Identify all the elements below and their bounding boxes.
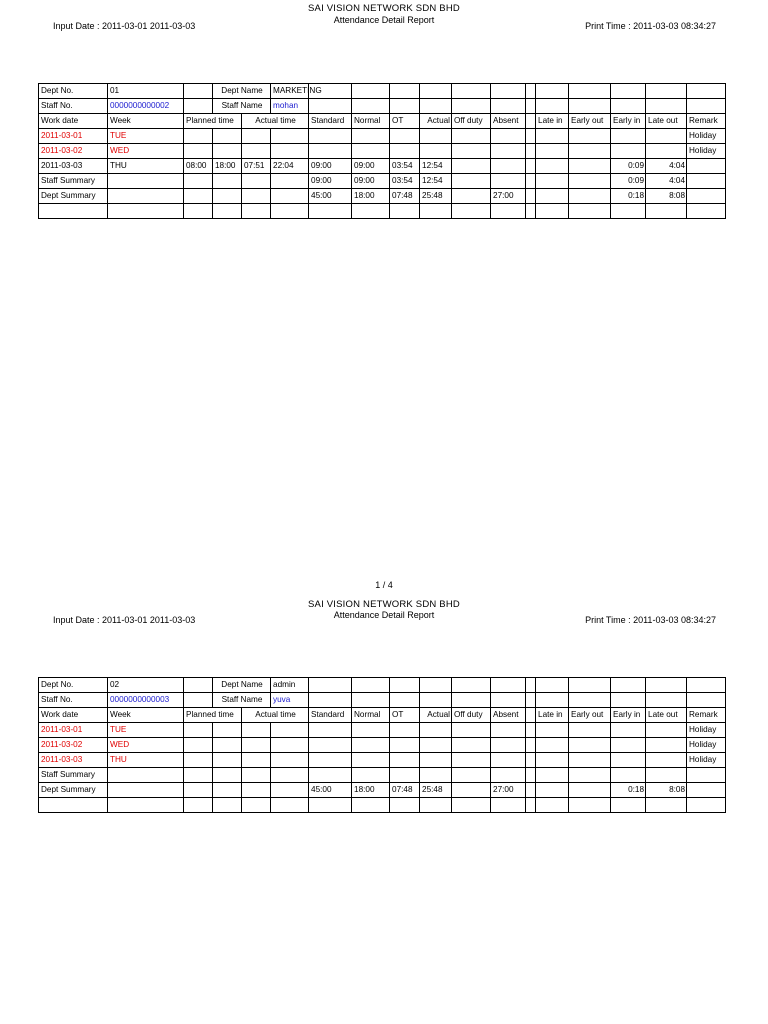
col-week: Week <box>108 114 184 129</box>
dept-name-value: admin <box>271 678 309 693</box>
col-actual-time: Actual time <box>242 114 309 129</box>
table-row: 2011-03-03 THU Holiday <box>39 753 726 768</box>
col-absent: Absent <box>491 708 526 723</box>
col-actual: Actual <box>420 708 452 723</box>
table-row: 2011-03-03 THU 08:00 18:00 07:51 22:04 09:00 09:00 03:54 12:54 0:09 4:04 <box>39 159 726 174</box>
col-absent: Absent <box>491 114 526 129</box>
dept-name-label: Dept Name <box>213 678 271 693</box>
col-early-out: Early out <box>569 114 611 129</box>
report-title: Attendance Detail Report <box>333 610 435 620</box>
staff-no-value: 0000000000002 <box>108 99 184 114</box>
dept-summary-row: Dept Summary 45:00 18:00 07:48 25:48 27:00 0:18 8:08 <box>39 189 726 204</box>
col-off-duty: Off duty <box>452 708 491 723</box>
dept-summary-row: Dept Summary 45:00 18:00 07:48 25:48 27:00 0:18 8:08 <box>39 783 726 798</box>
dept-name-label: Dept Name <box>213 84 271 99</box>
col-late-out: Late out <box>646 114 687 129</box>
col-actual-time: Actual time <box>242 708 309 723</box>
blank-row <box>39 798 726 813</box>
table-row: 2011-03-02 WED Holiday <box>39 738 726 753</box>
staff-summary-row: Staff Summary <box>39 768 726 783</box>
input-date: Input Date : 2011-03-01 2011-03-03 <box>53 615 196 625</box>
dept-no-value: 02 <box>108 678 184 693</box>
col-early-in: Early in <box>611 708 646 723</box>
staff-no-label: Staff No. <box>39 99 108 114</box>
staff-row <box>39 99 726 114</box>
report-title: Attendance Detail Report <box>333 15 435 25</box>
dept-row <box>39 678 726 693</box>
col-remark: Remark <box>687 114 726 129</box>
dept-no-label: Dept No. <box>39 84 108 99</box>
staff-name-value: mohan <box>271 99 309 114</box>
staff-no-value: 0000000000003 <box>108 693 184 708</box>
col-planned-time: Planned time <box>184 708 242 723</box>
col-standard: Standard <box>309 114 352 129</box>
col-week: Week <box>108 708 184 723</box>
table-row: 2011-03-01 TUE Holiday <box>39 129 726 144</box>
col-standard: Standard <box>309 708 352 723</box>
col-late-in: Late in <box>536 114 569 129</box>
staff-no-label: Staff No. <box>39 693 108 708</box>
table-row: 2011-03-01 TUE Holiday <box>39 723 726 738</box>
col-normal: Normal <box>352 708 390 723</box>
table-row: 2011-03-02 WED Holiday <box>39 144 726 159</box>
col-ot: OT <box>390 114 420 129</box>
col-ot: OT <box>390 708 420 723</box>
col-actual: Actual <box>420 114 452 129</box>
col-work-date: Work date <box>39 708 108 723</box>
attendance-table-1 <box>38 83 726 219</box>
col-early-in: Early in <box>611 114 646 129</box>
company-name: SAI VISION NETWORK SDN BHD <box>308 599 460 610</box>
blank-row <box>39 204 726 219</box>
dept-no-label: Dept No. <box>39 678 108 693</box>
col-off-duty: Off duty <box>452 114 491 129</box>
col-planned-time: Planned time <box>184 114 242 129</box>
input-date: Input Date : 2011-03-01 2011-03-03 <box>53 21 196 31</box>
staff-name-value: yuva <box>271 693 309 708</box>
company-name: SAI VISION NETWORK SDN BHD <box>308 3 460 14</box>
staff-name-label: Staff Name <box>213 99 271 114</box>
dept-row <box>39 84 726 99</box>
attendance-table-2 <box>38 677 726 813</box>
staff-summary-row: Staff Summary 09:00 09:00 03:54 12:54 0:09 4:04 <box>39 174 726 189</box>
print-time: Print Time : 2011-03-03 08:34:27 <box>585 21 716 31</box>
print-time: Print Time : 2011-03-03 08:34:27 <box>585 615 716 625</box>
staff-name-label: Staff Name <box>213 693 271 708</box>
page-number: 1 / 4 <box>375 580 393 590</box>
col-late-out: Late out <box>646 708 687 723</box>
staff-row <box>39 693 726 708</box>
col-late-in: Late in <box>536 708 569 723</box>
header-row <box>39 708 726 723</box>
col-early-out: Early out <box>569 708 611 723</box>
dept-no-value: 01 <box>108 84 184 99</box>
col-remark: Remark <box>687 708 726 723</box>
col-normal: Normal <box>352 114 390 129</box>
dept-name-value: MARKETING <box>271 84 309 99</box>
col-work-date: Work date <box>39 114 108 129</box>
header-row <box>39 114 726 129</box>
